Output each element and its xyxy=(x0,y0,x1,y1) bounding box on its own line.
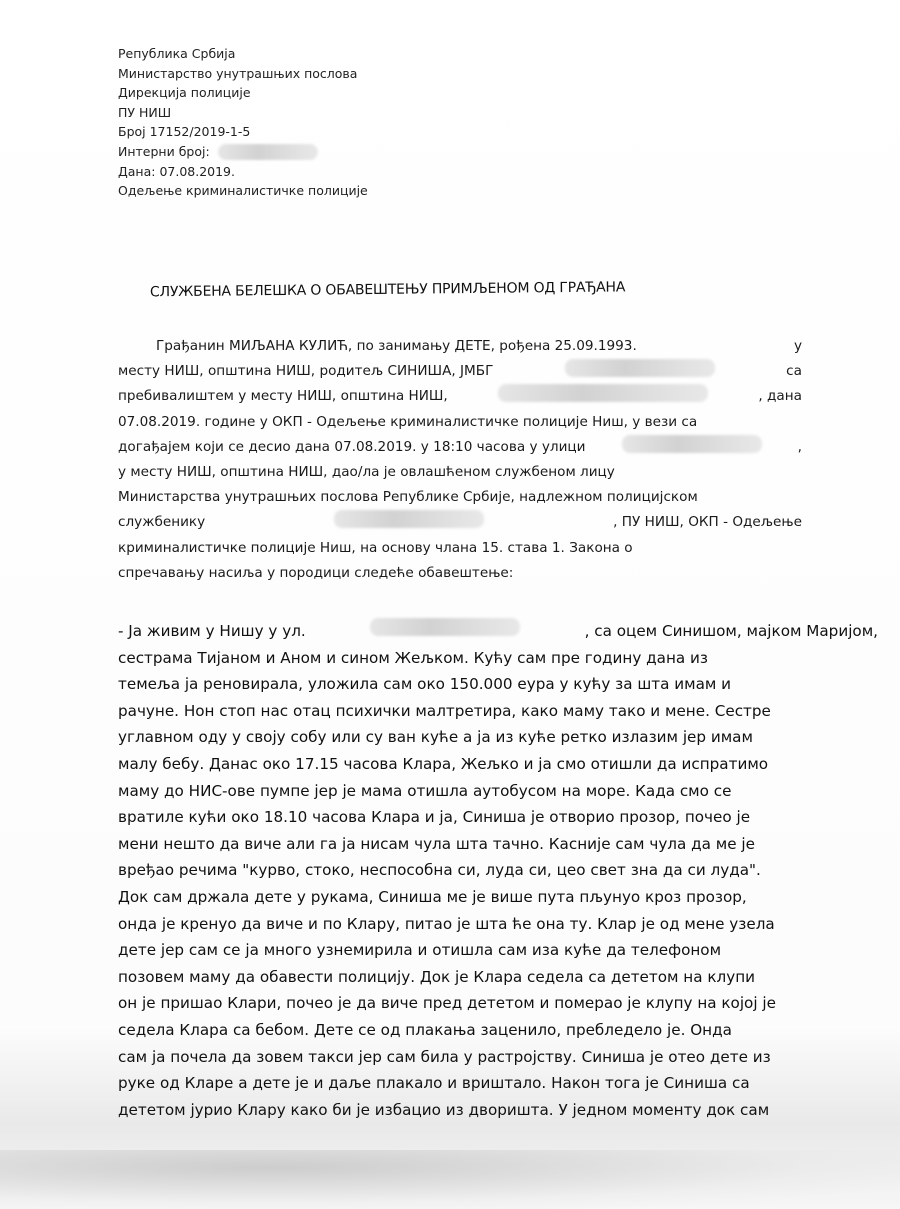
header-country: Република Србија xyxy=(118,46,236,61)
header-unit: ПУ НИШ xyxy=(118,104,172,120)
intro-text: Министарства унутрашњих послова Републике Србије, надлежном полицијском xyxy=(118,489,698,506)
statement-line xyxy=(118,911,878,938)
intro-line xyxy=(118,485,802,510)
intro-text: пребивалиштем у месту НИШ, општина НИШ, xyxy=(118,388,448,405)
statement-line xyxy=(118,618,878,645)
intro-text: криминалистичке полиције Ниш, на основу члана 15. става 1. Закона о xyxy=(118,539,633,556)
document-title: СЛУЖБЕНА БЕЛЕШКА О ОБАВЕШТЕЊУ ПРИМЉЕНОМ ОД ГРАЂАНА xyxy=(149,279,626,301)
statement-text: - Ја живим у Нишу у ул. xyxy=(118,622,306,640)
redaction-blur xyxy=(498,384,708,402)
scan-smudge xyxy=(0,1150,900,1209)
statement-text: маму до НИС-ове пумпе јер је мама отишла аутобусом на море. Када смо се xyxy=(118,781,732,800)
statement-text: малу бебу. Данас око 17.15 часова Клара, Жељко и ја смо отишли да испратимо xyxy=(118,754,769,773)
statement-line xyxy=(118,1044,878,1071)
statement-text: темеља ја реновирала, уложила сам око 150.000 еура у кућу за шта имам и xyxy=(118,675,732,694)
statement-text: вређао речима "курво, стоко, неспособна си, луда си, цео свет зна да си луда". xyxy=(118,861,761,880)
statement-text: мени нешто да виче али га ја нисам чула шта тачно. Касније сам чула да ме је xyxy=(118,834,755,853)
intro-text: спречавању насиља у породици следеће обавештење: xyxy=(118,564,514,581)
statement-line xyxy=(118,671,878,698)
intro-text: , дана xyxy=(758,388,802,405)
statement-text: сам ја почела да зовем такси јер сам била у растројству. Синиша је отео дете из xyxy=(118,1047,771,1066)
statement-text: Док сам држала дете у рукама, Синиша ме је више пута пљунуо кроз прозор, xyxy=(118,887,747,906)
statement-line xyxy=(118,884,878,911)
intro-text: , ПУ НИШ, ОКП - Одељење xyxy=(613,514,802,531)
statement-line xyxy=(118,1070,878,1097)
intro-line xyxy=(118,460,802,485)
redaction-blur xyxy=(334,510,484,528)
intro-text: у xyxy=(793,338,802,354)
statement-text: дете јер сам се ја много узнемирила и отишла сам иза куће да телефоном xyxy=(118,941,722,960)
intro-paragraph xyxy=(118,334,802,586)
statement-line xyxy=(118,990,878,1017)
intro-line xyxy=(118,510,802,535)
statement-text: дететом јурио Клару како би је избацио из дворишта. У једном моменту док сам xyxy=(118,1100,770,1119)
statement-line xyxy=(118,1017,878,1044)
header-number: Број 17152/2019-1-5 xyxy=(118,124,251,140)
statement-line xyxy=(118,857,878,884)
document-header xyxy=(118,44,368,201)
intro-text: са xyxy=(786,363,802,380)
intro-text: Грађанин МИЉАНА КУЛИЋ, по занимању ДЕТЕ, рођена 25.09.1993. xyxy=(156,338,637,354)
intro-line xyxy=(118,536,802,561)
intro-line xyxy=(118,334,802,359)
redaction-blur xyxy=(622,435,762,453)
intro-text: службенику xyxy=(118,514,206,531)
statement-text: рачуне. Нон стоп нас отац психички малтретира, како маму тако и мене. Сестре xyxy=(118,701,771,720)
statement-line xyxy=(118,698,878,725)
intro-text: 07.08.2019. године у ОКП - Одељење криминалистичке полиције Ниш, у вези са xyxy=(118,413,698,430)
intro-text: у месту НИШ, општина НИШ, дао/ла је овлашћеном службеном лицу xyxy=(118,464,615,481)
statement-line xyxy=(118,964,878,991)
statement-text: он је пришао Клари, почео је да виче пред дететом и померао је клупу на којој је xyxy=(118,994,776,1013)
intro-text: месту НИШ, општина НИШ, родитељ СИНИША, ЈМБГ xyxy=(118,363,494,380)
statement-line xyxy=(118,831,878,858)
intro-line xyxy=(118,435,802,460)
intro-line xyxy=(118,561,802,586)
statement-text: руке од Кларе а дете је и даље плакало и вриштало. Након тога је Синиша са xyxy=(118,1074,750,1093)
intro-text: догађајем који се десио дана 07.08.2019. у 18:10 часова у улици xyxy=(118,438,586,455)
intro-line xyxy=(118,384,802,409)
statement-line xyxy=(118,724,878,751)
header-internal-number xyxy=(118,142,368,162)
statement-text: сестрама Тијаном и Аном и сином Жељком. Кућу сам пре годину дана из xyxy=(118,648,708,667)
header-date: Дана: 07.08.2019. xyxy=(118,163,235,179)
statement-line xyxy=(118,937,878,964)
statement-text: , са оцем Синишом, мајком Маријом, xyxy=(584,622,878,640)
statement-paragraph xyxy=(118,618,878,1123)
intro-text: , xyxy=(797,438,802,455)
statement-text: углавном оду у своју собу или су ван куће а ја из куће ретко излазим јер имам xyxy=(118,728,753,747)
header-department: Одељење криминалистичке полиције xyxy=(118,183,368,199)
statement-line xyxy=(118,804,878,831)
statement-text: вратиле кући око 18.10 часова Клара и ја, Синиша је отворио прозор, почео је xyxy=(118,808,751,827)
statement-line xyxy=(118,751,878,778)
statement-text: позовем маму да обавести полицију. Док је Клара седела са дететом на клупи xyxy=(118,967,756,986)
internal-number-label: Интерни број: xyxy=(118,143,210,159)
intro-line xyxy=(118,359,802,384)
redaction-blur xyxy=(565,359,715,377)
header-directorate: Дирекција полиције xyxy=(118,85,251,101)
statement-line xyxy=(118,645,878,672)
statement-text: седела Клара са бебом. Дете се од плакања заценило, пребледело је. Онда xyxy=(118,1020,732,1039)
intro-line xyxy=(118,410,802,435)
statement-line xyxy=(118,1097,878,1124)
header-ministry: Министарство унутрашњих послова xyxy=(118,65,358,81)
statement-text: онда је кренуо да виче и по Клару, питао је шта ће она ту. Клар је од мене узела xyxy=(118,914,775,933)
redaction-blur xyxy=(370,618,520,636)
redaction-blur xyxy=(218,144,318,160)
statement-line xyxy=(118,778,878,805)
